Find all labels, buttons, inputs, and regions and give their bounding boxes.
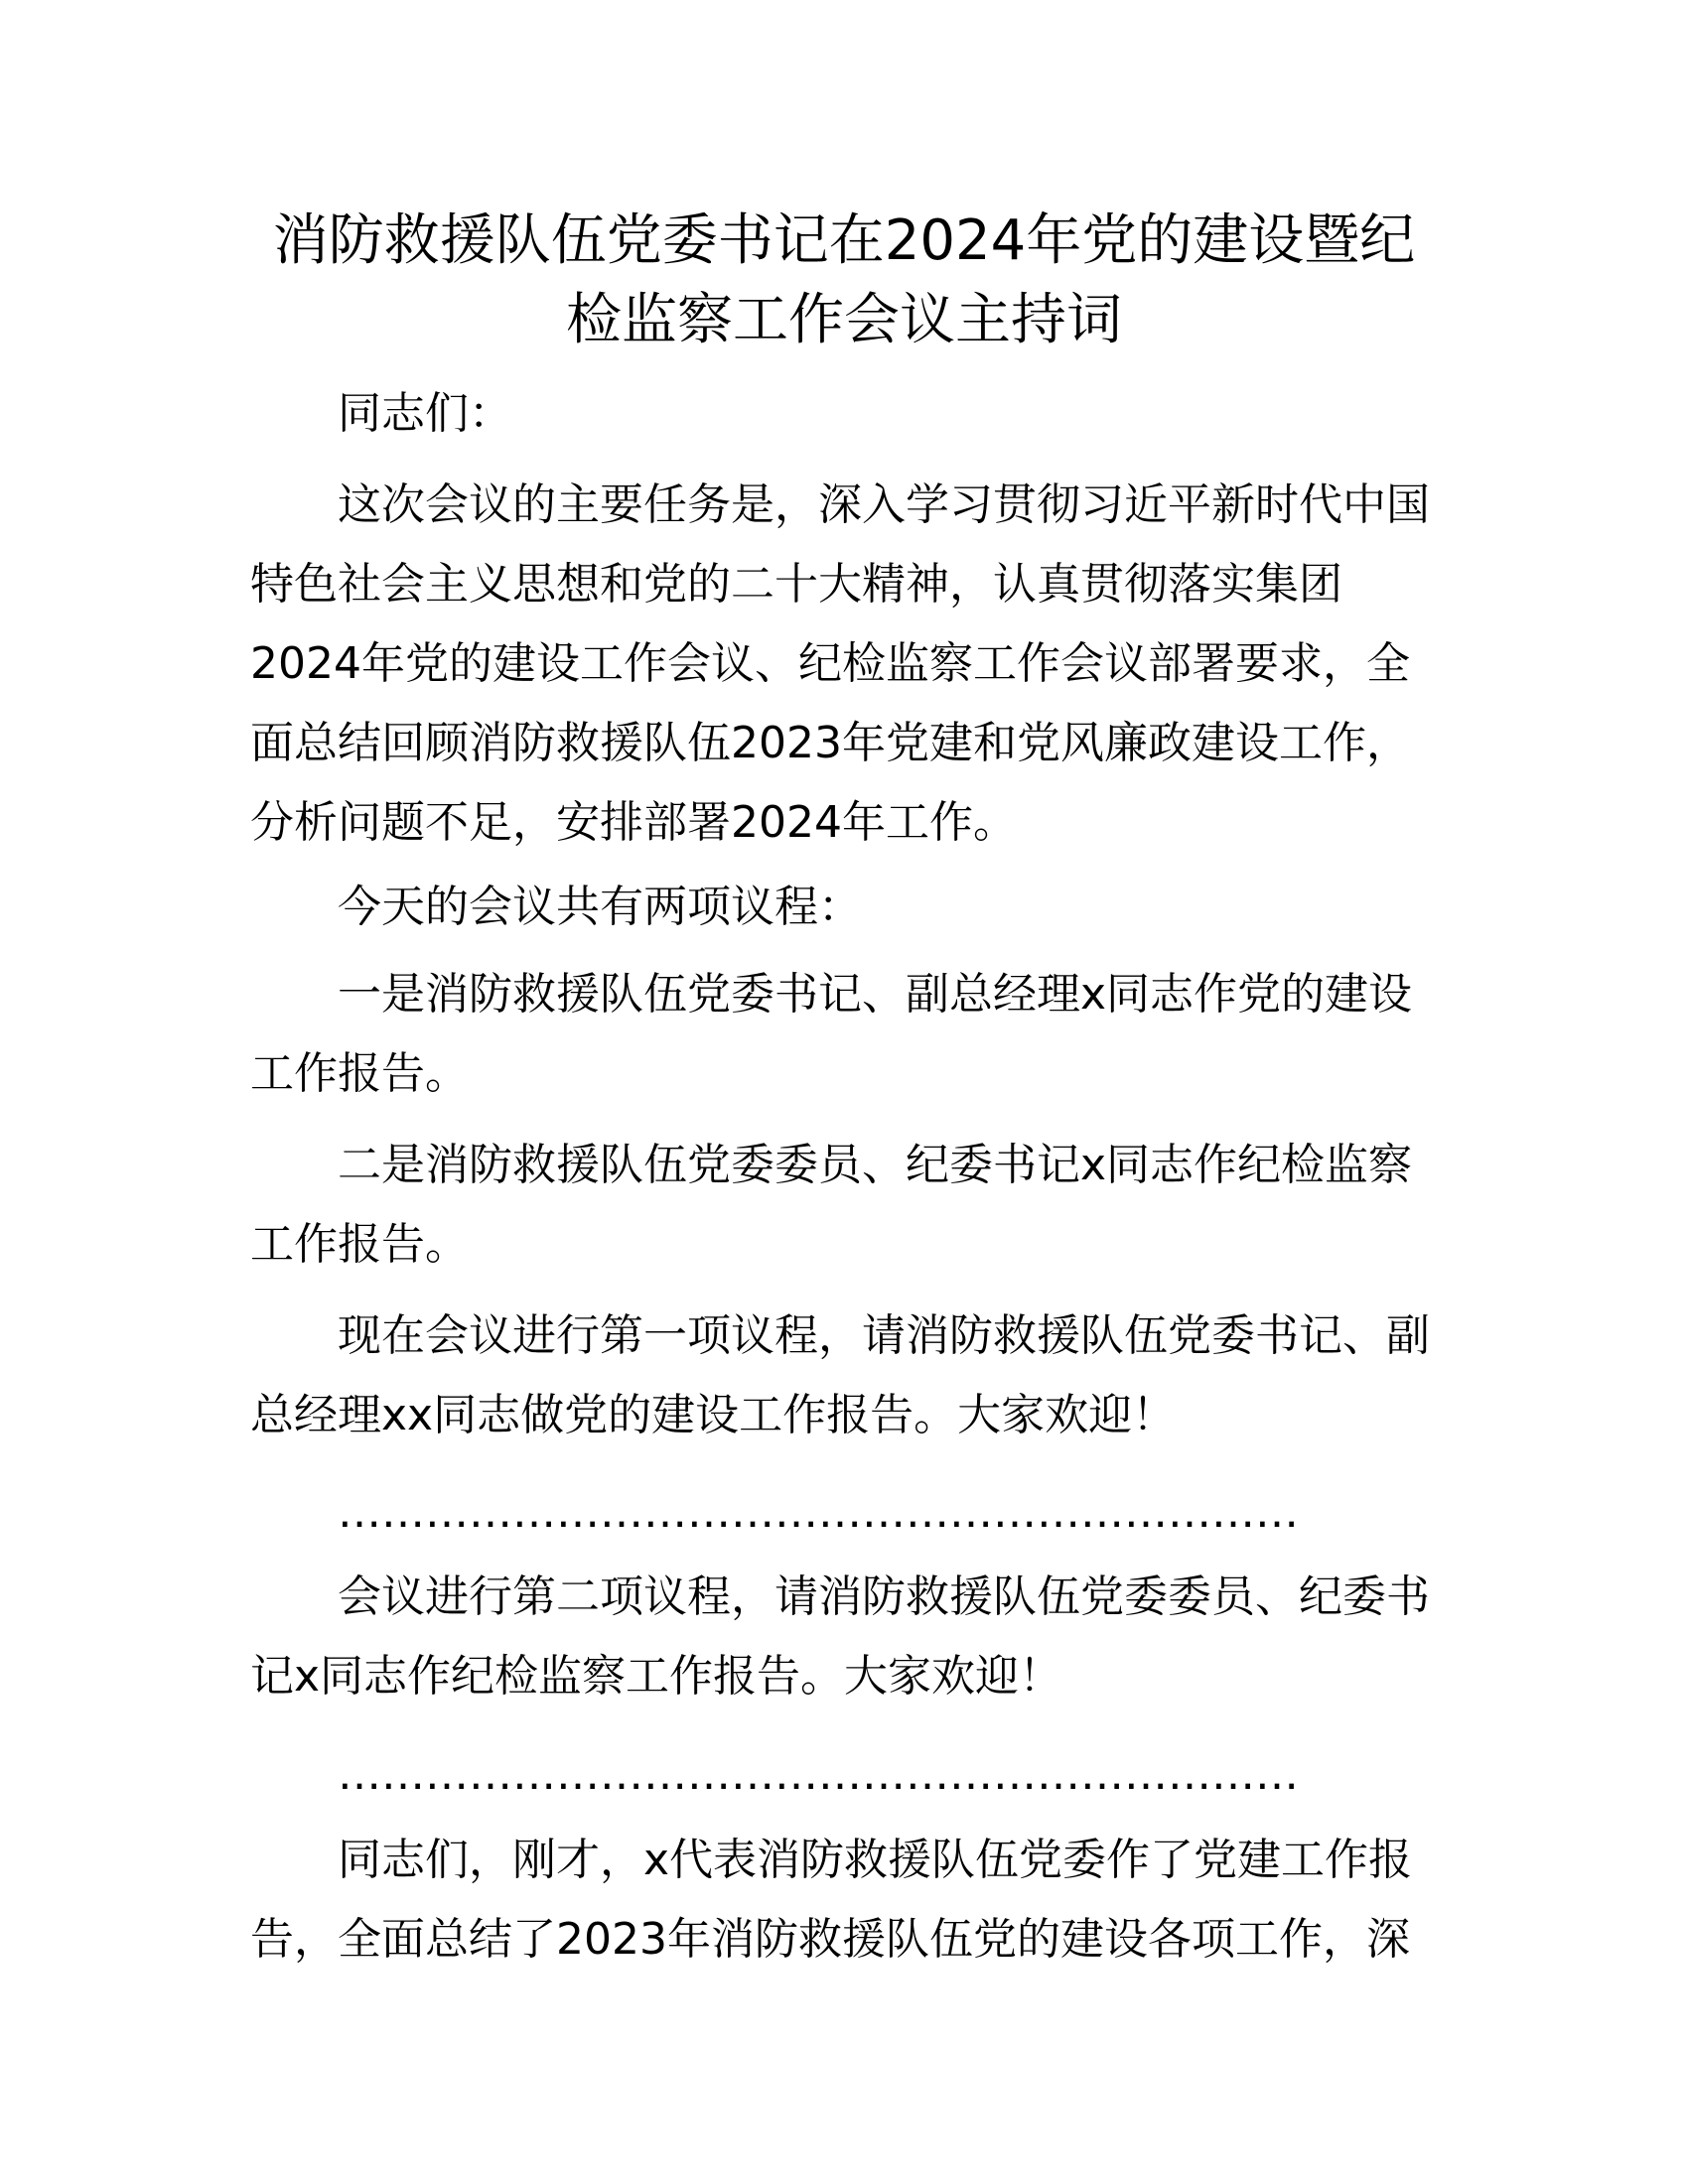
- paragraph-line: 记x同志作纪检监察工作报告。大家欢迎！: [250, 1651, 1063, 1702]
- document-title-line-2: 检监察工作会议主持词: [566, 288, 1122, 352]
- document-title-line-1: 消防救援队伍党委书记在2024年党的建设暨纪: [272, 208, 1416, 273]
- paragraph-line: 告，全面总结了2023年消防救援队伍党的建设各项工作，深: [250, 1914, 1410, 1965]
- paragraph-line: 工作报告。: [250, 1219, 469, 1270]
- paragraph-line: 这次会议的主要任务是，深入学习贯彻习近平新时代中国: [338, 479, 1430, 530]
- paragraph-line: 2024年党的建设工作会议、纪检监察工作会议部署要求，全: [250, 638, 1410, 689]
- salutation: 同志们：: [338, 388, 512, 439]
- paragraph-line: 现在会议进行第一项议程，请消防救援队伍党委书记、副: [338, 1310, 1430, 1361]
- paragraph-line: 二是消防救援队伍党委委员、纪委书记x同志作纪检监察: [338, 1140, 1413, 1190]
- paragraph-line: 分析问题不足，安排部署2024年工作。: [250, 797, 1017, 848]
- ellipsis-separator: …………………………………………………………: [338, 1487, 1299, 1538]
- paragraph-line: 面总结回顾消防救援队伍2023年党建和党风廉政建设工作，: [250, 718, 1410, 768]
- paragraph-line: 工作报告。: [250, 1048, 469, 1099]
- paragraph-line: 会议进行第二项议程，请消防救援队伍党委委员、纪委书: [338, 1571, 1430, 1622]
- paragraph-line: 一是消防救援队伍党委书记、副总经理x同志作党的建设: [338, 969, 1413, 1020]
- paragraph-line: 同志们，刚才，x代表消防救援队伍党委作了党建工作报: [338, 1835, 1413, 1885]
- paragraph-line: 总经理xx同志做党的建设工作报告。大家欢迎！: [250, 1390, 1177, 1440]
- ellipsis-separator: …………………………………………………………: [338, 1749, 1299, 1800]
- paragraph-line: 特色社会主义思想和党的二十大精神，认真贯彻落实集团: [250, 559, 1342, 610]
- paragraph-line: 今天的会议共有两项议程：: [338, 882, 862, 932]
